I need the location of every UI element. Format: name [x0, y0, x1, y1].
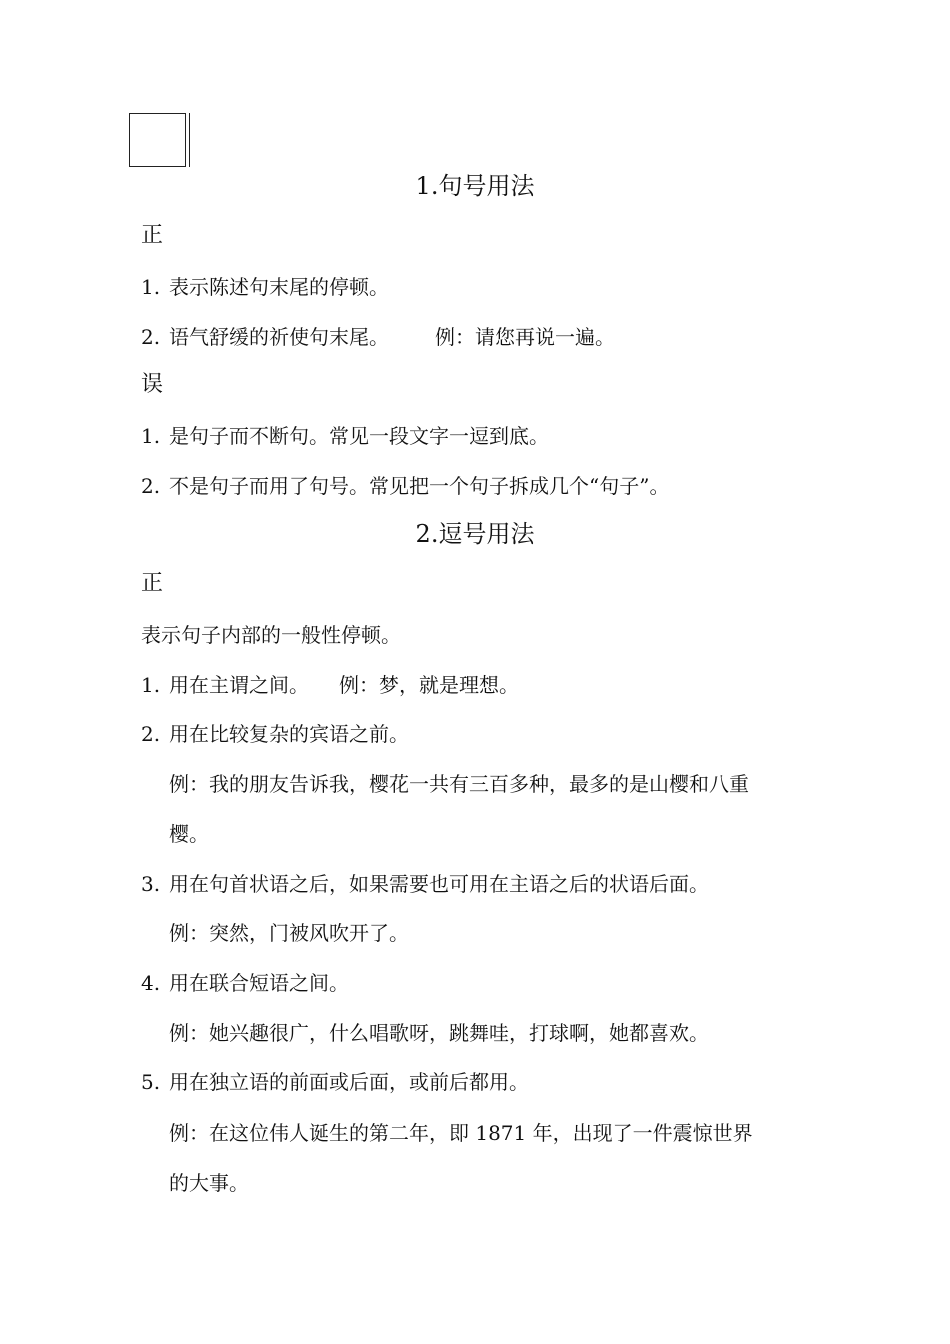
item-number: 3. — [141, 872, 161, 896]
list-item — [141, 324, 615, 350]
item-number: 1. — [141, 673, 161, 697]
item-example: 例：她兴趣很广，什么唱歌呀，跳舞哇，打球啊，她都喜欢。 — [169, 1021, 709, 1045]
item-text: 语气舒缓的祈使句末尾。 — [169, 325, 389, 349]
section-1-correct-label: 正 — [141, 223, 164, 248]
section-2-title: 2.逗号用法 — [415, 520, 535, 548]
item-number: 2. — [141, 325, 161, 349]
item-number: 4. — [141, 971, 161, 995]
section-1-wrong-label: 误 — [141, 372, 164, 397]
list-item — [141, 970, 349, 996]
list-item — [141, 721, 409, 747]
section-1-title: 1.句号用法 — [415, 172, 535, 200]
list-item — [141, 1069, 529, 1095]
item-text: 用在独立语的前面或后面，或前后都用。 — [169, 1070, 529, 1094]
item-example-continued: 的大事。 — [169, 1171, 249, 1195]
item-text: 表示陈述句末尾的停顿。 — [169, 275, 389, 299]
item-number: 1. — [141, 424, 161, 448]
item-number: 1. — [141, 275, 161, 299]
section-2-intro: 表示句子内部的一般性停顿。 — [141, 623, 401, 647]
item-number: 5. — [141, 1070, 161, 1094]
item-example: 例：突然，门被风吹开了。 — [169, 921, 409, 945]
item-example: 例：在这位伟人诞生的第二年，即 1871 年，出现了一件震惊世界 — [169, 1121, 753, 1145]
list-item — [141, 473, 669, 499]
item-example: 例：请您再说一遍。 — [435, 325, 615, 349]
item-text: 用在比较复杂的宾语之前。 — [169, 722, 409, 746]
list-item — [141, 871, 709, 897]
section-2-correct-label: 正 — [141, 571, 164, 596]
list-item — [141, 423, 549, 449]
item-example-continued: 樱。 — [169, 822, 209, 846]
item-example: 例：梦，就是理想。 — [339, 673, 519, 697]
list-item — [141, 672, 519, 698]
item-text: 用在句首状语之后，如果需要也可用在主语之后的状语后面。 — [169, 872, 709, 896]
item-text: 用在主谓之间。 — [169, 673, 309, 697]
item-text: 不是句子而用了句号。常见把一个句子拆成几个“句子”。 — [169, 474, 670, 498]
item-example: 例：我的朋友告诉我，樱花一共有三百多种，最多的是山樱和八重 — [169, 772, 749, 796]
item-text: 是句子而不断句。常见一段文字一逗到底。 — [169, 424, 549, 448]
item-text: 用在联合短语之间。 — [169, 971, 349, 995]
item-number: 2. — [141, 474, 161, 498]
item-number: 2. — [141, 722, 161, 746]
list-item — [141, 274, 389, 300]
blank-box — [129, 113, 186, 167]
